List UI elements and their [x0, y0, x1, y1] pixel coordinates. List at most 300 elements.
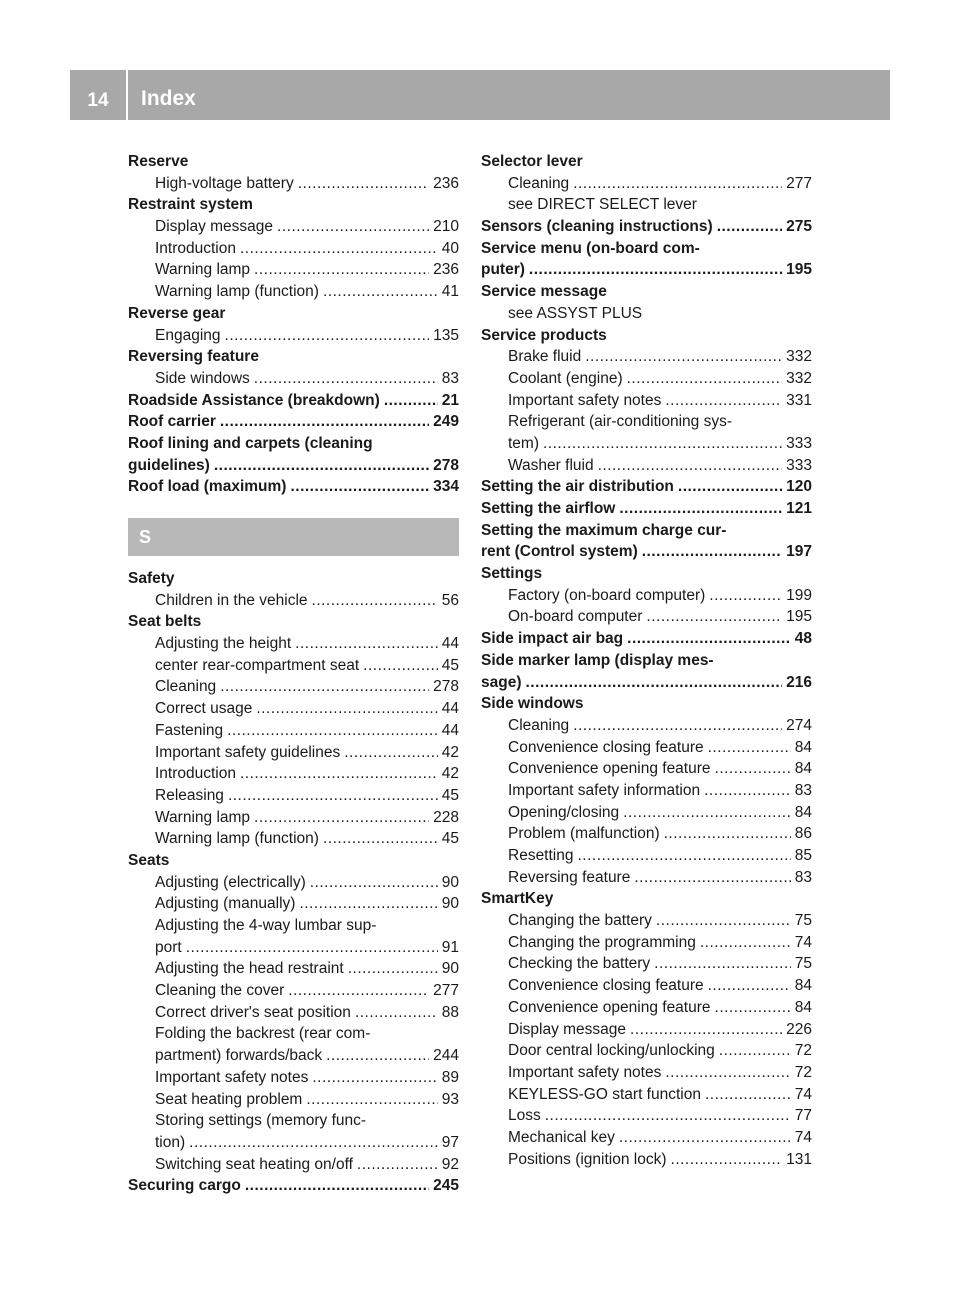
index-entry — [128, 281, 459, 303]
dot-leader — [619, 498, 782, 520]
entry-page-number: 21 — [441, 391, 459, 409]
index-entry — [128, 1002, 459, 1024]
index-entry — [128, 590, 459, 612]
entry-label: Roof lining and carpets (cleaning — [128, 434, 373, 452]
dot-leader — [573, 173, 782, 195]
entry-page-number: 44 — [441, 721, 459, 739]
entry-page-number: 275 — [786, 218, 812, 236]
dot-leader — [298, 173, 429, 195]
entry-label: tem) — [508, 434, 539, 452]
page-title: Index — [141, 87, 196, 110]
entry-page-number: 333 — [786, 434, 812, 452]
entry-label: Roadside Assistance (breakdown) — [128, 391, 380, 409]
index-entry — [128, 763, 459, 785]
entry-label: Checking the battery — [508, 955, 651, 973]
index-entry — [481, 585, 812, 607]
dot-leader — [585, 346, 782, 368]
index-entry — [481, 563, 812, 585]
dot-leader — [306, 1089, 437, 1111]
entry-page-number: 83 — [441, 369, 459, 387]
entry-page-number: 72 — [794, 1042, 812, 1060]
index-entry — [481, 693, 812, 715]
index-entry — [481, 1084, 812, 1106]
entry-label: port — [155, 938, 182, 956]
entry-page-number: 45 — [441, 830, 459, 848]
entry-page-number: 42 — [441, 743, 459, 761]
dot-leader — [665, 1062, 790, 1084]
entry-page-number: 195 — [786, 261, 812, 279]
entry-label: Display message — [155, 218, 274, 236]
index-entry — [128, 807, 459, 829]
index-entry — [481, 541, 812, 563]
entry-label: Securing cargo — [128, 1177, 241, 1195]
entry-page-number: 45 — [441, 656, 459, 674]
entry-page-number: 90 — [441, 873, 459, 891]
entry-page-number: 44 — [441, 635, 459, 653]
index-entry — [128, 611, 459, 633]
entry-label: Reversing feature — [508, 868, 631, 886]
index-entry — [481, 498, 812, 520]
dot-leader — [312, 590, 438, 612]
entry-page-number: 249 — [433, 413, 459, 431]
dot-leader — [619, 1127, 791, 1149]
entry-label: Factory (on-board computer) — [508, 586, 706, 604]
entry-label: Adjusting the head restraint — [155, 960, 344, 978]
dot-leader — [295, 633, 438, 655]
index-entry — [128, 698, 459, 720]
dot-leader — [357, 1154, 438, 1176]
entry-page-number: 75 — [794, 912, 812, 930]
dot-leader — [256, 698, 437, 720]
entry-page-number: 42 — [441, 765, 459, 783]
entry-label: Seat belts — [128, 613, 202, 631]
entry-label: Seat heating problem — [155, 1090, 303, 1108]
dot-leader — [577, 845, 790, 867]
dot-leader — [323, 828, 438, 850]
dot-leader — [290, 476, 429, 498]
entry-label: Safety — [128, 570, 175, 587]
index-entry — [481, 867, 812, 889]
entry-page-number: 89 — [441, 1068, 459, 1086]
entry-label: Side marker lamp (display mes- — [481, 651, 714, 669]
dot-leader — [665, 390, 782, 412]
index-entry — [481, 151, 812, 173]
index-entry — [481, 606, 812, 628]
index-entry — [481, 259, 812, 281]
dot-leader — [545, 1105, 791, 1127]
entry-page-number: 197 — [786, 543, 812, 561]
entry-page-number: 236 — [433, 174, 459, 192]
dot-leader — [543, 433, 782, 455]
index-entry — [128, 368, 459, 390]
dot-leader — [214, 455, 429, 477]
dot-leader — [598, 455, 783, 477]
dot-leader — [642, 541, 782, 563]
index-entry — [481, 888, 812, 910]
entry-page-number: 77 — [794, 1107, 812, 1125]
index-entry — [481, 1127, 812, 1149]
dot-leader — [344, 742, 438, 764]
entry-page-number: 86 — [794, 825, 812, 843]
index-entry — [481, 173, 812, 195]
entry-page-number: 199 — [786, 586, 812, 604]
entry-page-number: 84 — [794, 977, 812, 995]
index-entry — [481, 780, 812, 802]
index-entry — [481, 411, 812, 433]
entry-label: On-board computer — [508, 608, 643, 626]
index-entry — [128, 1132, 459, 1154]
dot-leader — [240, 763, 438, 785]
index-entry — [481, 715, 812, 737]
entry-label: Reversing feature — [128, 348, 259, 366]
entry-label: Adjusting the 4-way lumbar sup- — [155, 917, 377, 934]
dot-leader — [299, 893, 437, 915]
dot-leader — [288, 980, 429, 1002]
entry-page-number: 236 — [433, 261, 459, 279]
index-entry — [128, 1154, 459, 1176]
entry-label: Switching seat heating on/off — [155, 1155, 353, 1173]
index-entry — [128, 958, 459, 980]
entry-label: Correct driver's seat position — [155, 1003, 351, 1021]
entry-label: Roof carrier — [128, 413, 216, 431]
dot-leader — [719, 1040, 791, 1062]
index-entry — [128, 720, 459, 742]
index-entry — [128, 216, 459, 238]
dot-leader — [634, 867, 790, 889]
dot-leader — [240, 238, 438, 260]
entry-label: Restraint system — [128, 196, 253, 214]
index-entry — [481, 975, 812, 997]
entry-page-number: 333 — [786, 456, 812, 474]
index-entry — [128, 850, 459, 872]
entry-page-number: 84 — [794, 738, 812, 756]
entry-page-number: 278 — [433, 456, 459, 474]
index-entry — [128, 785, 459, 807]
index-entry — [481, 1105, 812, 1127]
entry-label: see DIRECT SELECT lever — [508, 196, 697, 214]
entry-page-number: 90 — [441, 960, 459, 978]
dot-leader — [363, 655, 438, 677]
index-entry — [481, 455, 812, 477]
entry-label: Changing the battery — [508, 912, 652, 930]
entry-label: Brake fluid — [508, 348, 582, 366]
index-entry — [481, 433, 812, 455]
entry-label: partment) forwards/back — [155, 1047, 323, 1065]
entry-label: Convenience opening feature — [508, 760, 711, 778]
index-entry — [128, 872, 459, 894]
entry-label: Refrigerant (air-conditioning sys- — [508, 413, 732, 431]
dot-leader — [186, 937, 438, 959]
entry-label: Setting the airflow — [481, 500, 616, 517]
entry-label: Warning lamp — [155, 808, 251, 826]
entry-page-number: 74 — [794, 933, 812, 951]
entry-page-number: 216 — [786, 673, 812, 691]
index-entry — [481, 1149, 812, 1171]
entry-label: Storing settings (memory func- — [155, 1112, 367, 1130]
entry-page-number: 88 — [441, 1003, 459, 1021]
entry-label: Fastening — [155, 721, 224, 739]
dot-leader — [254, 259, 429, 281]
entry-label: Releasing — [155, 786, 224, 804]
entry-page-number: 244 — [433, 1047, 459, 1065]
entry-label: Warning lamp (function) — [155, 830, 319, 848]
entry-label: Cleaning — [508, 174, 570, 192]
entry-page-number: 93 — [441, 1090, 459, 1108]
entry-label: Door central locking/unlocking — [508, 1042, 715, 1060]
entry-label: Convenience closing feature — [508, 977, 704, 995]
entry-page-number: 120 — [786, 478, 812, 496]
dot-leader — [220, 676, 429, 698]
entry-page-number: 85 — [794, 847, 812, 864]
entry-page-number: 331 — [786, 391, 812, 409]
entry-label: Seats — [128, 851, 170, 869]
entry-page-number: 210 — [433, 218, 459, 236]
entry-label: Reverse gear — [128, 304, 226, 322]
index-entry — [481, 758, 812, 780]
entry-label: KEYLESS-GO start function — [508, 1085, 701, 1103]
entry-page-number: 131 — [786, 1150, 812, 1168]
index-entry — [128, 915, 459, 937]
entry-label: Resetting — [508, 847, 574, 864]
entry-label: Side windows — [481, 695, 584, 713]
index-entry — [128, 1089, 459, 1111]
index-entry — [481, 845, 812, 867]
entry-label: Service menu (on-board com- — [481, 239, 700, 257]
entry-page-number: 278 — [433, 678, 459, 696]
entry-label: Introduction — [155, 239, 236, 257]
index-entry — [128, 1175, 459, 1197]
index-entry — [128, 433, 459, 455]
index-entry — [128, 173, 459, 195]
entry-page-number: 274 — [786, 716, 812, 734]
dot-leader — [526, 672, 783, 694]
index-entry — [481, 303, 812, 325]
entry-label: Loss — [508, 1107, 541, 1125]
index-entry — [128, 1067, 459, 1089]
dot-leader — [709, 585, 782, 607]
dot-leader — [225, 325, 430, 347]
index-entry — [128, 1023, 459, 1045]
entry-label: Mechanical key — [508, 1128, 615, 1146]
page-number: 14 — [87, 90, 109, 111]
entry-label: Correct usage — [155, 700, 253, 718]
entry-label: Problem (malfunction) — [508, 825, 660, 843]
index-entry — [481, 672, 812, 694]
index-entry — [481, 628, 812, 650]
entry-page-number: 75 — [794, 955, 812, 973]
index-entry — [128, 476, 459, 498]
dot-leader — [700, 932, 791, 954]
entry-label: Service products — [481, 326, 607, 344]
index-entry — [481, 823, 812, 845]
index-entry — [128, 937, 459, 959]
dot-leader — [312, 1067, 437, 1089]
entry-label: Side windows — [155, 369, 250, 387]
entry-page-number: 277 — [433, 982, 459, 1000]
index-column-right — [481, 151, 812, 1170]
index-entry — [481, 1019, 812, 1041]
dot-leader — [627, 628, 791, 650]
entry-list — [481, 151, 812, 1170]
dot-leader — [384, 390, 438, 412]
entry-label: SmartKey — [481, 890, 554, 908]
entry-page-number: 195 — [786, 608, 812, 626]
entry-page-number: 228 — [433, 808, 459, 826]
dot-leader — [310, 872, 438, 894]
index-entry — [128, 893, 459, 915]
entry-label: Folding the backrest (rear com- — [155, 1025, 371, 1043]
entry-page-number: 226 — [786, 1020, 812, 1038]
dot-leader — [630, 1019, 782, 1041]
index-entry — [128, 325, 459, 347]
index-entry — [128, 633, 459, 655]
entry-page-number: 56 — [441, 591, 459, 609]
index-entry — [481, 997, 812, 1019]
entry-page-number: 44 — [441, 700, 459, 718]
entry-page-number: 92 — [441, 1155, 459, 1173]
index-entry — [481, 737, 812, 759]
entry-page-number: 41 — [441, 283, 459, 301]
dot-leader — [678, 476, 782, 498]
entry-label: Washer fluid — [508, 456, 594, 474]
index-entry — [481, 238, 812, 260]
dot-leader — [704, 780, 791, 802]
section-letter-bar: S — [128, 518, 459, 556]
entry-page-number: 332 — [786, 369, 812, 387]
entry-page-number: 72 — [794, 1063, 812, 1081]
entry-page-number: 74 — [794, 1128, 812, 1146]
entry-page-number: 334 — [433, 478, 459, 496]
index-entry — [481, 390, 812, 412]
index-entry — [481, 953, 812, 975]
entry-page-number: 332 — [786, 348, 812, 366]
entry-label: center rear-compartment seat — [155, 656, 360, 674]
index-entry — [128, 828, 459, 850]
dot-leader — [717, 216, 782, 238]
dot-leader — [708, 975, 791, 997]
entry-page-number: 84 — [794, 803, 812, 821]
entry-label: Cleaning the cover — [155, 982, 285, 1000]
entry-label: Reserve — [128, 153, 189, 170]
index-entry — [128, 655, 459, 677]
dot-leader — [228, 785, 438, 807]
dot-leader — [227, 720, 438, 742]
entry-label: Warning lamp — [155, 261, 251, 279]
entry-page-number: 45 — [441, 786, 459, 804]
dot-leader — [220, 411, 429, 433]
index-entry — [481, 1062, 812, 1084]
index-entry — [128, 1110, 459, 1132]
entry-label: Selector lever — [481, 153, 583, 170]
dot-leader — [254, 368, 438, 390]
entry-label: Introduction — [155, 765, 236, 783]
entry-label: Coolant (engine) — [508, 369, 623, 387]
dot-leader — [245, 1175, 429, 1197]
entry-label: Important safety notes — [508, 1063, 662, 1081]
entry-label: Positions (ignition lock) — [508, 1150, 667, 1168]
entry-label: Sensors (cleaning instructions) — [481, 218, 713, 236]
entry-page-number: 83 — [794, 868, 812, 886]
entry-label: Engaging — [155, 326, 221, 344]
dot-leader — [323, 281, 438, 303]
entry-page-number: 91 — [441, 938, 459, 956]
entry-label: Display message — [508, 1020, 627, 1038]
index-entry — [481, 650, 812, 672]
index-entry — [481, 520, 812, 542]
entry-list — [128, 151, 459, 498]
index-entry — [481, 476, 812, 498]
entry-page-number: 48 — [794, 630, 812, 648]
index-entry — [128, 1045, 459, 1067]
index-entry — [128, 346, 459, 368]
index-entry — [481, 346, 812, 368]
entry-label: Convenience closing feature — [508, 738, 704, 756]
index-entry — [481, 910, 812, 932]
entry-page-number: 245 — [433, 1177, 459, 1195]
entry-label: Changing the programming — [508, 933, 696, 951]
entry-label: see ASSYST PLUS — [508, 304, 643, 322]
index-entry — [128, 676, 459, 698]
index-entry — [128, 259, 459, 281]
dot-leader — [627, 368, 783, 390]
dot-leader — [623, 802, 791, 824]
index-entry — [128, 411, 459, 433]
index-entry — [128, 455, 459, 477]
index-entry — [481, 802, 812, 824]
entry-label: tion) — [155, 1133, 186, 1151]
dot-leader — [664, 823, 791, 845]
entry-page-number: 97 — [441, 1133, 459, 1151]
entry-label: sage) — [481, 673, 522, 691]
entry-label: Adjusting the height — [155, 635, 292, 653]
dot-leader — [715, 997, 791, 1019]
entry-label: puter) — [481, 261, 525, 279]
entry-page-number: 277 — [786, 174, 812, 192]
index-entry — [128, 742, 459, 764]
entry-page-number: 74 — [794, 1085, 812, 1103]
index-column-left — [128, 151, 459, 1197]
index-entry — [481, 932, 812, 954]
index-entry — [128, 303, 459, 325]
dot-leader — [705, 1084, 791, 1106]
entry-list — [128, 568, 459, 1197]
entry-label: Cleaning — [155, 678, 217, 696]
entry-label: Cleaning — [508, 716, 570, 734]
entry-page-number: 84 — [794, 998, 812, 1016]
entry-page-number: 121 — [786, 500, 812, 517]
entry-page-number: 40 — [441, 239, 459, 257]
dot-leader — [348, 958, 438, 980]
dot-leader — [277, 216, 429, 238]
entry-label: rent (Control system) — [481, 543, 638, 561]
entry-label: Warning lamp (function) — [155, 283, 319, 301]
entry-label: Roof load (maximum) — [128, 478, 287, 496]
index-entry — [128, 151, 459, 173]
entry-label: Side impact air bag — [481, 630, 624, 648]
entry-label: Convenience opening feature — [508, 998, 711, 1016]
entry-label: Children in the vehicle — [155, 591, 308, 609]
dot-leader — [715, 758, 791, 780]
entry-label: Setting the maximum charge cur- — [481, 521, 727, 539]
dot-leader — [254, 807, 429, 829]
dot-leader — [573, 715, 782, 737]
dot-leader — [671, 1149, 783, 1171]
index-entry — [481, 1040, 812, 1062]
entry-label: Adjusting (electrically) — [155, 873, 306, 891]
dot-leader — [529, 259, 782, 281]
entry-label: Settings — [481, 565, 543, 583]
entry-label: Important safety notes — [508, 391, 662, 409]
